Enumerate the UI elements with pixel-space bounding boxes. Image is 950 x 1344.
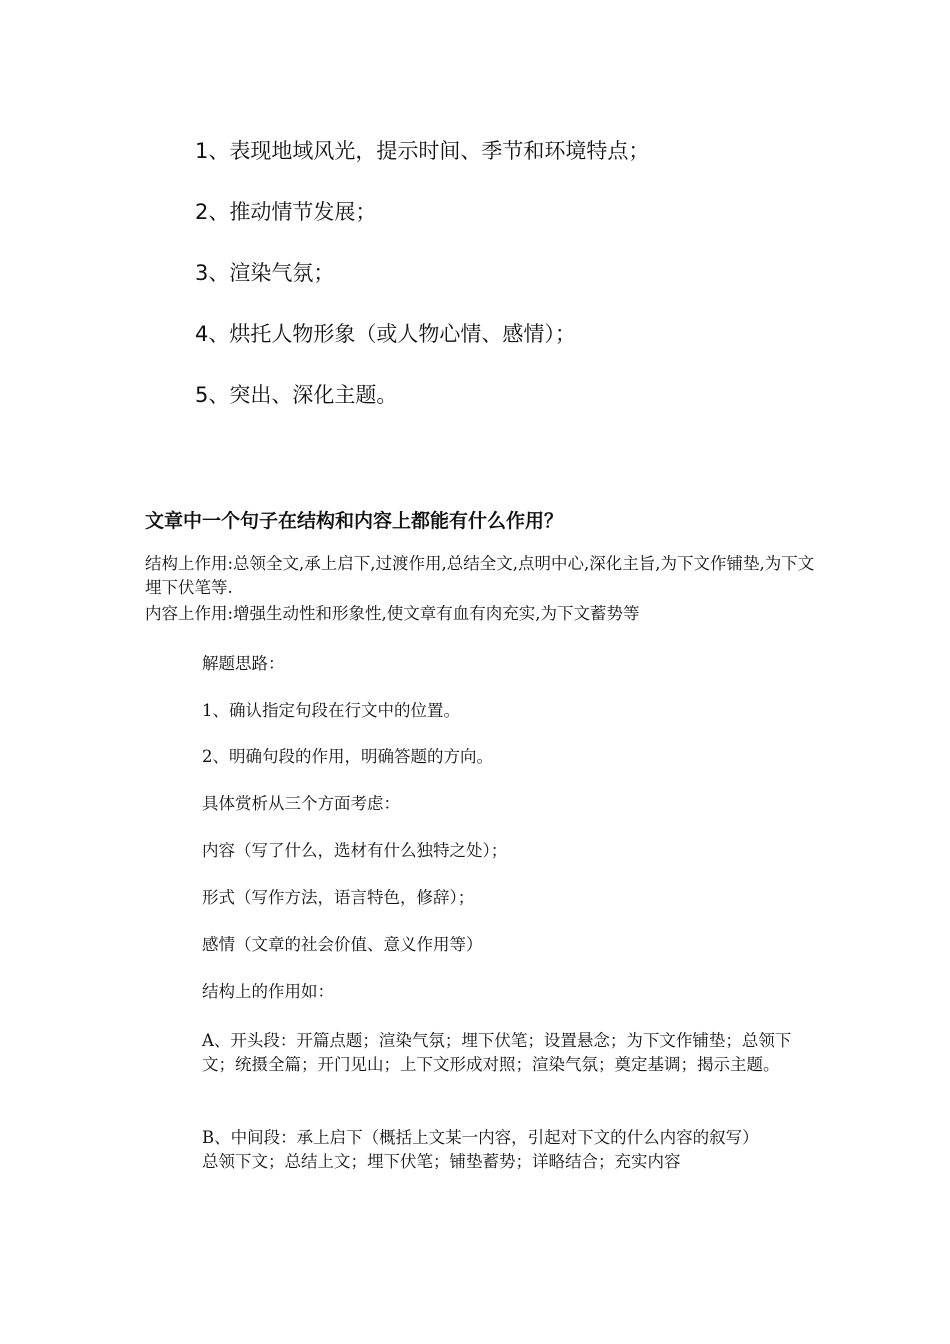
list-item-5: 5、突出、深化主题。 xyxy=(195,383,398,407)
opening-paragraph-roles: A、开头段：开篇点题；渲染气氛；埋下伏笔；设置悬念；为下文作铺垫；总领下文；统摄全篇；开门见山；上下文形成对照；渲染气氛；奠定基调；揭示主题。 xyxy=(202,1031,792,1074)
analysis-intro: 具体赏析从三个方面考虑： xyxy=(202,794,400,813)
middle-paragraph-roles-line1: B、中间段：承上启下（概括上文某一内容，引起对下文的什么内容的叙写） xyxy=(202,1128,759,1147)
approach-step-1: 1、确认指定句段在行文中的位置。 xyxy=(202,701,460,720)
list-item-2: 2、推动情节发展； xyxy=(195,200,377,224)
structure-title: 结构上的作用如： xyxy=(202,982,334,1001)
structure-answer: 结构上作用:总领全文,承上启下,过渡作用,总结全文,点明中心,深化主旨,为下文作铺垫,为下文埋下伏笔等. xyxy=(145,554,815,597)
list-item-1: 1、表现地域风光，提示时间、季节和环境特点； xyxy=(195,139,650,163)
aspect-form: 形式（写作方法，语言特色，修辞）； xyxy=(202,888,475,907)
content-answer: 内容上作用:增强生动性和形象性,使文章有血有肉充实,为下文蓄势等 xyxy=(145,604,640,623)
question-heading: 文章中一个句子在结构和内容上都能有什么作用？ xyxy=(145,510,564,532)
aspect-emotion: 感情（文章的社会价值、意义作用等） xyxy=(202,935,483,954)
list-item-4: 4、烘托人物形象（或人物心情、感情）； xyxy=(195,322,576,346)
middle-paragraph-roles-line2: 总领下文；总结上文；埋下伏笔；铺垫蓄势；详略结合；充实内容 xyxy=(202,1152,681,1171)
approach-step-2: 2、明确句段的作用，明确答题的方向。 xyxy=(202,747,493,766)
aspect-content: 内容（写了什么，选材有什么独特之处）； xyxy=(202,841,508,860)
list-item-3: 3、渲染气氛； xyxy=(195,261,335,285)
approach-title: 解题思路： xyxy=(202,654,285,673)
